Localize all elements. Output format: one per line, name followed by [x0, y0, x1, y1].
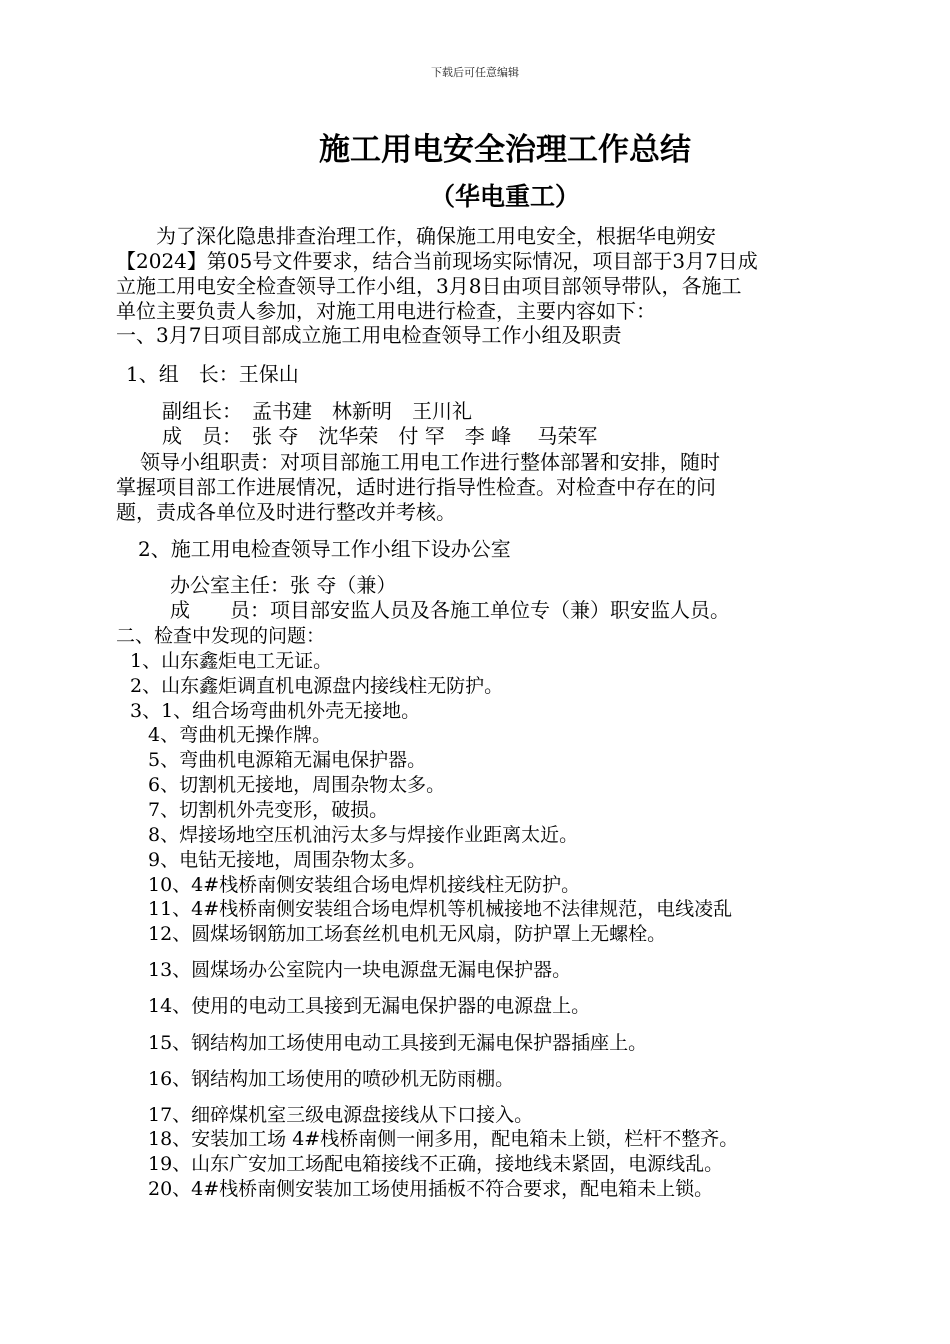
intro-line: 【2024】第05号文件要求，结合当前现场实际情况，项目部于3月7日成: [116, 249, 758, 273]
problem-item: 20、4#栈桥南侧安装加工场使用插板不符合要求，配电箱未上锁。: [148, 1178, 714, 1200]
document-subtitle: （华电重工）: [429, 182, 580, 211]
problem-item: 2、山东鑫炬调直机电源盘内接线柱无防护。: [130, 675, 504, 697]
problem-item: 13、圆煤场办公室院内一块电源盘无漏电保护器。: [148, 959, 572, 981]
deputy-leaders: 副组长： 孟书建 林新明 王川礼: [162, 399, 472, 423]
problem-item: 18、安装加工场 4#栈桥南侧一闸多用，配电箱未上锁，栏杆不整齐。: [148, 1128, 739, 1150]
page-header-note: 下载后可任意编辑: [431, 66, 519, 79]
problem-item: 15、钢结构加工场使用电动工具接到无漏电保护器插座上。: [148, 1032, 648, 1054]
group-leader: 1、组 长：王保山: [126, 362, 299, 386]
duty-line: 领导小组职责：对项目部施工用电工作进行整体部署和安排，随时: [140, 450, 720, 474]
problem-item: 8、焊接场地空压机油污太多与焊接作业距离太近。: [148, 824, 579, 846]
problem-item: 1、山东鑫炬电工无证。: [130, 650, 333, 672]
duty-line: 题，责成各单位及时进行整改并考核。: [116, 500, 456, 524]
problem-item: 6、切割机无接地，周围杂物太多。: [148, 774, 446, 796]
problem-item: 9、电钻无接地，周围杂物太多。: [148, 849, 427, 871]
problem-item: 11、4#栈桥南侧安装组合场电焊机等机械接地不法律规范，电线凌乱: [148, 898, 733, 920]
problem-item: 3、1、组合场弯曲机外壳无接地。: [130, 700, 421, 722]
problem-item: 16、钢结构加工场使用的喷砂机无防雨棚。: [148, 1068, 515, 1090]
section1-heading: 一、3月7日项目部成立施工用电检查领导工作小组及职责: [116, 323, 622, 347]
problem-item: 5、弯曲机电源箱无漏电保护器。: [148, 749, 427, 771]
problem-item: 19、山东广安加工场配电箱接线不正确，接地线未紧固，电源线乱。: [148, 1153, 724, 1175]
problem-item: 4、弯曲机无操作牌。: [148, 724, 332, 746]
office-director: 办公室主任：张 夺（兼）: [170, 573, 397, 597]
problem-item: 7、切割机外壳变形，破损。: [148, 799, 389, 821]
duty-line: 掌握项目部工作进展情况，适时进行指导性检查。对检查中存在的问: [116, 475, 716, 499]
problem-item: 17、细碎煤机室三级电源盘接线从下口接入。: [148, 1104, 534, 1126]
group-members: 成 员： 张 夺 沈华荣 付 罕 李 峰 马荣军: [162, 424, 598, 448]
section2-heading: 二、检查中发现的问题：: [116, 625, 326, 647]
intro-line: 立施工用电安全检查领导工作小组，3月8日由项目部领导带队，各施工: [116, 274, 742, 298]
problem-item: 12、圆煤场钢筋加工场套丝机电机无风扇，防护罩上无螺栓。: [148, 923, 667, 945]
problem-item: 14、使用的电动工具接到无漏电保护器的电源盘上。: [148, 995, 591, 1017]
office-members: 成 员：项目部安监人员及各施工单位专（兼）职安监人员。: [170, 598, 730, 622]
document-title: 施工用电安全治理工作总结: [319, 132, 691, 168]
problem-item: 10、4#栈桥南侧安装组合场电焊机接线柱无防护。: [148, 874, 581, 896]
intro-line: 单位主要负责人参加，对施工用电进行检查，主要内容如下：: [116, 299, 656, 323]
intro-line: 为了深化隐患排查治理工作，确保施工用电安全，根据华电朔安: [156, 224, 716, 248]
office-heading: 2、施工用电检查领导工作小组下设办公室: [138, 537, 511, 561]
